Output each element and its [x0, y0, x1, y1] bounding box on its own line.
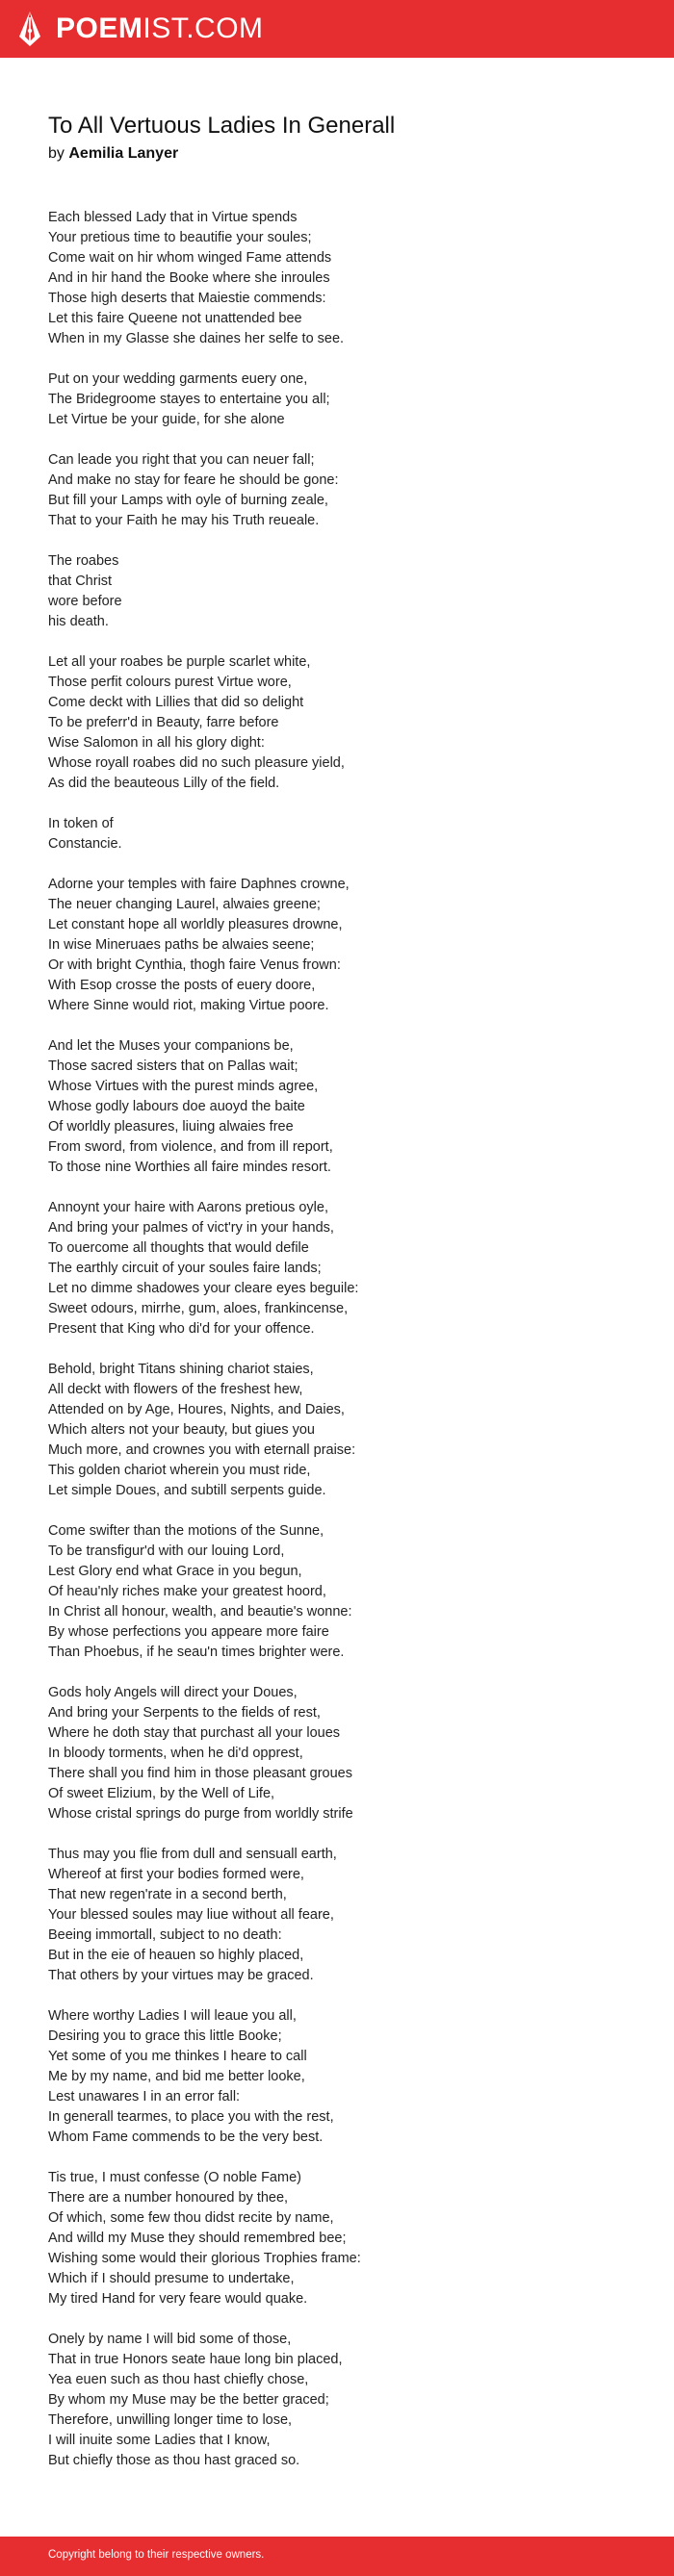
poem-line: Lest unawares I in an error fall:: [48, 2089, 241, 2104]
stanza: [48, 1198, 626, 1339]
poem-line: That new regen'rate in a second berth,: [48, 1887, 287, 1902]
poem-line: In wise Mineruaes paths be alwaies seene;: [48, 937, 315, 953]
by-label: by: [48, 145, 65, 162]
poem-line: Each blessed Lady that in Virtue spends: [48, 210, 298, 225]
poem-line: Me by my name, and bid me better looke,: [48, 2069, 305, 2084]
poem-line: The neuer changing Laurel, alwaies greene;: [48, 897, 321, 912]
poem-line: And bring your palmes of vict'ry in your hands,: [48, 1220, 334, 1236]
stanza: [48, 652, 626, 794]
poem-line: That to your Faith he may his Truth reueale.: [48, 513, 320, 528]
poem-line: Let simple Doues, and subtill serpents guide.: [48, 1483, 326, 1498]
poem-line: To be preferr'd in Beauty, farre before: [48, 715, 279, 730]
poem-line: But chiefly those as thou hast graced so.: [48, 2453, 300, 2468]
poem-line: Wise Salomon in all his glory dight:: [48, 735, 265, 751]
poem-line: Constancie.: [48, 836, 122, 852]
footer: [0, 2537, 674, 2576]
poem-line: his death.: [48, 614, 109, 629]
poem-line: All deckt with flowers of the freshest hew,: [48, 1382, 303, 1397]
poem-line: In Christ all honour, wealth, and beautie's wonne:: [48, 1604, 352, 1620]
poem-line: Gods holy Angels will direct your Doues,: [48, 1685, 298, 1700]
stanza: [48, 2330, 626, 2471]
poem-line: that Christ: [48, 574, 113, 589]
poem-line: Come wait on hir whom winged Fame attends: [48, 250, 332, 266]
poem-line: And in hir hand the Booke where she inroules: [48, 270, 330, 286]
poem-line: Yea euen such as thou hast chiefly chose,: [48, 2372, 309, 2387]
copyright-text: Copyright belong to their respective owners.: [48, 2549, 265, 2561]
poem-line: Let Virtue be your guide, for she alone: [48, 412, 285, 427]
poem-line: Those high deserts that Maiestie commends:: [48, 291, 326, 306]
brand-light: IST.COM: [143, 13, 264, 44]
poem-line: And make no stay for feare he should be gone:: [48, 472, 339, 488]
poem-line: And bring your Serpents to the fields of rest,: [48, 1705, 321, 1721]
poem-line: Lest Glory end what Grace in you begun,: [48, 1564, 302, 1579]
poem-line: Put on your wedding garments euery one,: [48, 371, 308, 387]
poem-line: Can leade you right that you can neuer fall;: [48, 452, 315, 468]
stanza: [48, 2168, 626, 2309]
poem-line: This golden chariot wherein you must ride,: [48, 1463, 311, 1478]
poem-line: Of which, some few thou didst recite by name,: [48, 2210, 334, 2226]
poem-line: Desiring you to grace this little Booke;: [48, 2028, 282, 2044]
poem-line: Let this faire Queene not unattended bee: [48, 311, 302, 326]
poem-line: To ouercome all thoughts that would defile: [48, 1240, 309, 1256]
poem-line: Which if I should presume to undertake,: [48, 2271, 295, 2286]
poem-line: Present that King who di'd for your offence.: [48, 1321, 315, 1337]
poem-line: Or with bright Cynthia, thogh faire Venus frown:: [48, 957, 341, 973]
stanza: [48, 875, 626, 1016]
poem-line: Attended on by Age, Houres, Nights, and Daies,: [48, 1402, 345, 1417]
poem-line: Where worthy Ladies I will leaue you all,: [48, 2008, 297, 2024]
site-logo[interactable]: [15, 10, 264, 48]
poem-line: Sweet odours, mirrhe, gum, aloes, frankincense,: [48, 1301, 349, 1316]
stanza: [48, 450, 626, 531]
poem-line: Annoynt your haire with Aarons pretious oyle,: [48, 1200, 328, 1215]
poem-line: Where he doth stay that purchast all your loues: [48, 1725, 341, 1741]
stanza: [48, 1521, 626, 1663]
poem-line: From sword, from violence, and from ill report,: [48, 1139, 333, 1155]
poem-line: Let constant hope all worldly pleasures drowne,: [48, 917, 343, 932]
poem-line: Beeing immortall, subject to no death:: [48, 1927, 282, 1943]
poem-line: But in the eie of heauen so highly placed,: [48, 1948, 304, 1963]
poem-line: Adorne your temples with faire Daphnes crowne,: [48, 877, 350, 892]
poem-line: Yet some of you me thinkes I heare to call: [48, 2049, 307, 2064]
poem-line: Whereof at first your bodies formed were,: [48, 1867, 304, 1882]
stanza: [48, 2006, 626, 2148]
stanza: [48, 208, 626, 349]
poem-line: Come deckt with Lillies that did so delight: [48, 695, 304, 710]
poem-line: As did the beauteous Lilly of the field.: [48, 776, 280, 791]
stanza: [48, 1036, 626, 1178]
poem-line: Your pretious time to beautifie your soules;: [48, 230, 312, 245]
stanza: [48, 370, 626, 430]
poem-line: Where Sinne would riot, making Virtue poore.: [48, 998, 329, 1013]
stanza: [48, 1845, 626, 1986]
poem-line: Therefore, unwilling longer time to lose,: [48, 2412, 293, 2428]
poem-line: Let no dimme shadowes your cleare eyes beguile:: [48, 1281, 359, 1296]
brand-bold: POEM: [56, 13, 143, 44]
poem-line: In bloody torments, when he di'd opprest,: [48, 1746, 303, 1761]
poem-line: And willd my Muse they should remembred bee;: [48, 2231, 347, 2246]
poem-line: Behold, bright Titans shining chariot staies,: [48, 1362, 314, 1377]
poem-line: By whom my Muse may be the better graced;: [48, 2392, 329, 2408]
poem-body: [48, 208, 626, 2471]
poem-line: My tired Hand for very feare would quake.: [48, 2291, 308, 2307]
poem-line: Of worldly pleasures, liuing alwaies free: [48, 1119, 294, 1135]
poem-line: To those nine Worthies all faire mindes resort.: [48, 1160, 331, 1175]
poem-line: Than Phoebus, if he seau'n times brighter were.: [48, 1645, 345, 1660]
poem-line: Whose cristal springs do purge from worldly strife: [48, 1806, 353, 1822]
quill-pen-icon: [15, 10, 44, 48]
poem-line: With Esop crosse the posts of euery doore,: [48, 978, 316, 993]
poem-line: That in true Honors seate haue long bin placed,: [48, 2352, 343, 2367]
byline: [48, 144, 626, 164]
poem-line: Whose Virtues with the purest minds agree,: [48, 1079, 319, 1094]
poem-line: In generall tearmes, to place you with the rest,: [48, 2109, 334, 2125]
poem-line: Of heau'nly riches make your greatest hoord,: [48, 1584, 326, 1599]
poem-line: That others by your virtues may be graced.: [48, 1968, 314, 1983]
poem-line: wore before: [48, 594, 122, 609]
poem-line: Much more, and crownes you with eternall praise:: [48, 1442, 356, 1458]
poem-line: Whose royall roabes did no such pleasure yield,: [48, 755, 345, 771]
poem-line: Whom Fame commends to be the very best.: [48, 2130, 324, 2145]
poem-line: The roabes: [48, 553, 119, 569]
author-name[interactable]: Aemilia Lanyer: [68, 145, 179, 162]
poem-line: By whose perfections you appeare more faire: [48, 1624, 329, 1640]
poem-line: The Bridegroome stayes to entertaine you all;: [48, 392, 330, 407]
poem-line: Those perfit colours purest Virtue wore,: [48, 675, 292, 690]
poem-line: Of sweet Elizium, by the Well of Life,: [48, 1786, 275, 1801]
site-name: [56, 10, 264, 48]
poem-line: Wishing some would their glorious Trophies frame:: [48, 2251, 361, 2266]
poem-line: There are a number honoured by thee,: [48, 2190, 289, 2206]
poem-line: Whose godly labours doe auoyd the baite: [48, 1099, 305, 1114]
poem-line: Thus may you flie from dull and sensuall earth,: [48, 1847, 337, 1862]
poem-line: Which alters not your beauty, but giues you: [48, 1422, 315, 1438]
stanza: [48, 551, 626, 632]
top-bar: [0, 0, 674, 58]
poem-line: There shall you find him in those pleasant groues: [48, 1766, 352, 1781]
poem-line: The earthly circuit of your soules faire lands;: [48, 1261, 322, 1276]
poem-line: When in my Glasse she daines her selfe to see.: [48, 331, 345, 346]
poem-title: To All Vertuous Ladies In Generall: [48, 113, 396, 139]
poem-line: Those sacred sisters that on Pallas wait;: [48, 1058, 298, 1074]
poem-line: I will inuite some Ladies that I know,: [48, 2433, 271, 2448]
poem-line: Tis true, I must confesse (O noble Fame): [48, 2170, 301, 2185]
poem-line: In token of: [48, 816, 114, 831]
poem-line: To be transfigur'd with our louing Lord,: [48, 1543, 285, 1559]
poem-line: Come swifter than the motions of the Sunne,: [48, 1523, 324, 1539]
poem-line: But fill your Lamps with oyle of burning zeale,: [48, 493, 328, 508]
poem-line: Your blessed soules may liue without all feare,: [48, 1907, 334, 1923]
stanza: [48, 814, 626, 854]
poem-line: And let the Muses your companions be,: [48, 1038, 294, 1054]
stanza: [48, 1360, 626, 1501]
poem-line: Onely by name I will bid some of those,: [48, 2332, 292, 2347]
stanza: [48, 1683, 626, 1824]
poem-content: [48, 112, 626, 2491]
poem-line: Let all your roabes be purple scarlet white,: [48, 654, 311, 670]
